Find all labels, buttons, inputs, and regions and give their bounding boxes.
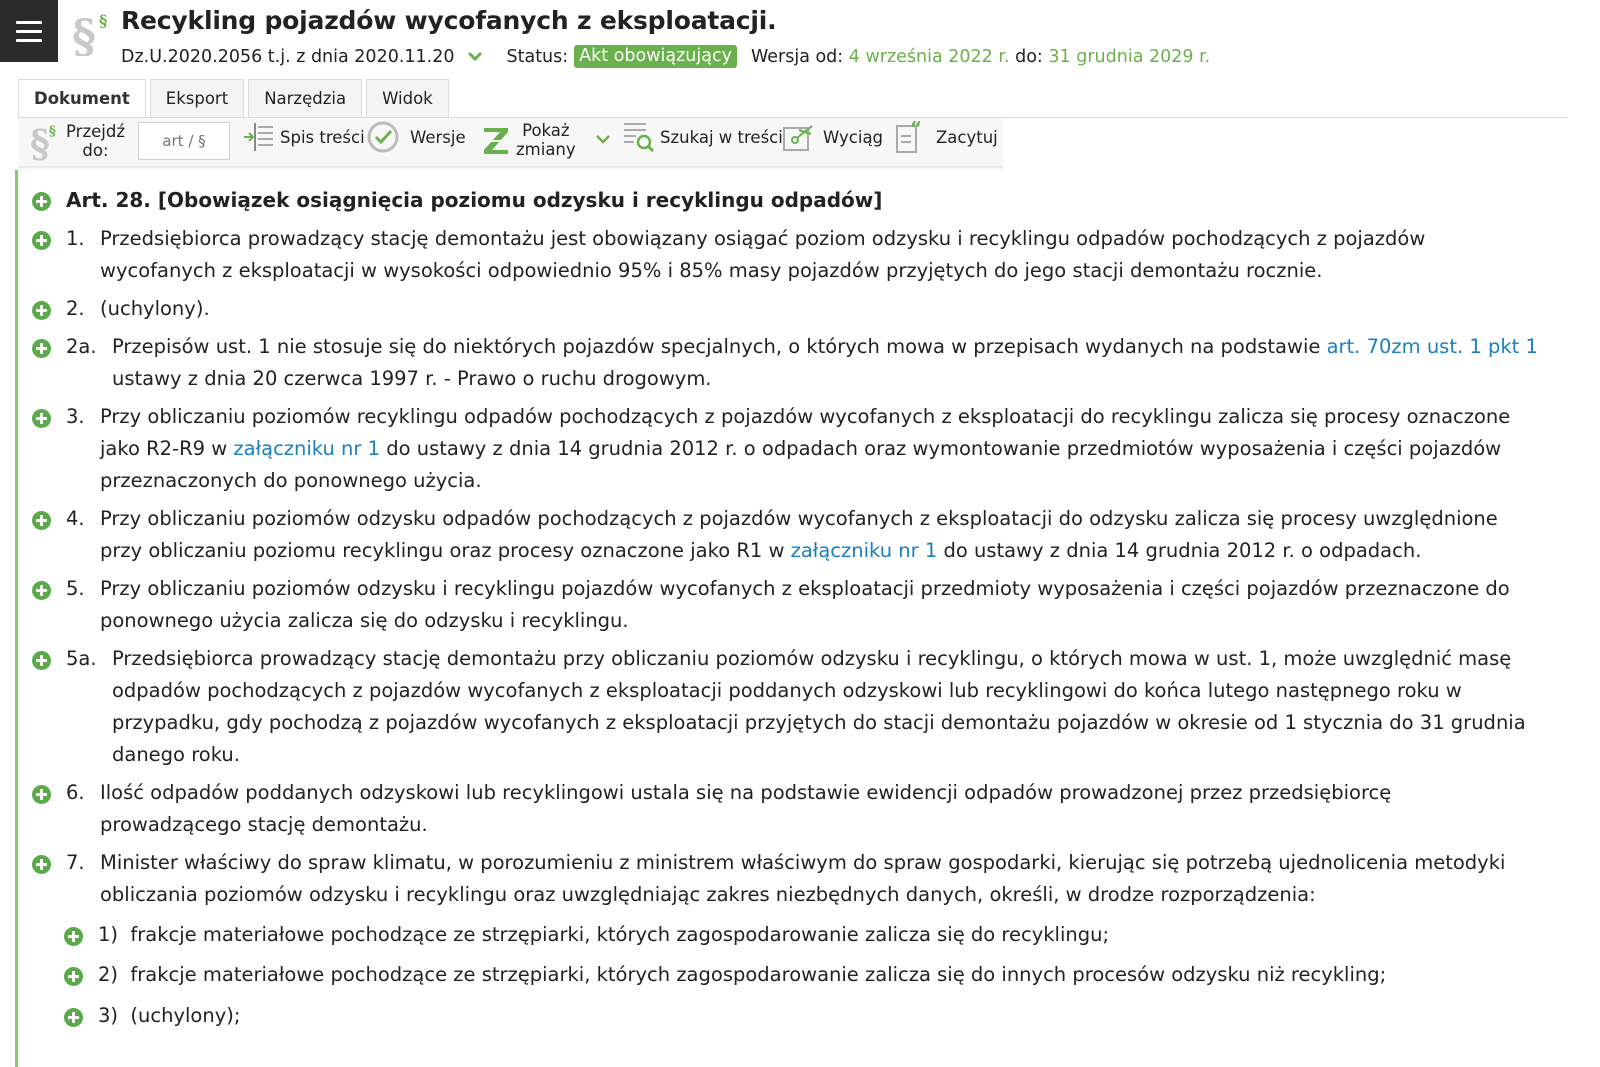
menu-line (16, 30, 42, 33)
paragraph-number: 5. (66, 577, 85, 600)
version-to-date[interactable]: 31 grudnia 2029 r. (1048, 46, 1211, 67)
svg-text:§: § (30, 121, 50, 161)
svg-text:§: § (99, 11, 108, 30)
paragraph-text (100, 401, 1510, 497)
search-in-content-button[interactable] (622, 120, 783, 154)
text-line: Przedsiębiorca prowadzący stację demontażu przy obliczaniu poziomów odzysku i recyklingu, o których mowa w ust. 1, może uwzględnić masę (112, 647, 1512, 670)
show-changes-button[interactable] (480, 121, 576, 159)
chevron-down-icon[interactable] (594, 132, 612, 146)
paragraph-text (100, 503, 1498, 567)
text-line: przypadku, gdy pochodzą z pojazdów wycofanych z eksploatacji przyjętych do stacji demontażu pojazdów w okresie od 1 stycznia do 31 grudnia (112, 711, 1526, 734)
versions-label: Wersje (410, 127, 466, 147)
paragraph-icon (30, 121, 60, 161)
search-label: Szukaj w treści (660, 127, 783, 147)
text-line: (uchylony). (100, 297, 210, 320)
document-reference: Dz.U.2020.2056 t.j. z dnia 2020.11.20 (121, 46, 455, 67)
text-segment: przy obliczaniu poziomu recyklingu oraz procesy oznaczone jako R1 w (100, 539, 791, 562)
quote-icon (894, 118, 928, 156)
expand-plus-icon[interactable] (32, 231, 51, 250)
point-item (98, 919, 1109, 951)
paragraph-number: 4. (66, 507, 85, 530)
text-line: Przy obliczaniu poziomów odzysku i recyklingu pojazdów wycofanych z eksploatacji przedmioty wyposażenia i części pojazdów przeznaczone do (100, 577, 1510, 600)
paragraph-number: 6. (66, 781, 85, 804)
point-text: frakcje materiałowe pochodzące ze strzępiarki, których zagospodarowanie zalicza się do innych procesów odzysku niż recykling; (130, 963, 1387, 986)
tab-bar (18, 79, 449, 119)
text-segment: do ustawy z dnia 14 grudnia 2012 r. o odpadach. (937, 539, 1422, 562)
article-jump-input[interactable] (138, 122, 230, 160)
paragraph-number: 2. (66, 297, 85, 320)
text-line: Przedsiębiorca prowadzący stację demontażu jest obowiązany osiągać poziom odzysku i recyklingu odpadów pochodzących z pojazdów (100, 227, 1426, 250)
content-left-border (15, 170, 18, 1067)
expand-plus-icon[interactable] (32, 511, 51, 530)
excerpt-button[interactable] (781, 120, 883, 154)
paragraph-number: 7. (66, 851, 85, 874)
annex-link[interactable]: załączniku nr 1 (233, 437, 381, 460)
text-line: przeznaczonych do ponownego użycia. (100, 469, 482, 492)
document-meta (121, 45, 1210, 68)
paragraph-text (100, 847, 1505, 911)
text-line: odpadów pochodzących z pojazdów wycofanych z eksploatacji poddanych odzyskowi lub recyklingowi do końca lutego następnego roku w (112, 679, 1462, 702)
article-heading: Art. 28. [Obowiązek osiągnięcia poziomu odzysku i recyklingu odpadów] (66, 188, 883, 212)
show-changes-label-2: zmiany (516, 140, 576, 159)
status-label: Status: (506, 46, 569, 67)
svg-text:§: § (72, 9, 97, 56)
tab-dokument[interactable]: Dokument (18, 79, 146, 119)
search-text-icon (622, 120, 656, 154)
quote-label: Zacytuj (936, 127, 998, 147)
text-line: danego roku. (112, 743, 240, 766)
excerpt-label: Wyciąg (823, 127, 884, 147)
quote-button[interactable] (894, 118, 998, 156)
menu-line (16, 39, 42, 42)
expand-plus-icon[interactable] (32, 192, 51, 211)
expand-plus-icon[interactable] (32, 581, 51, 600)
paragraph-text (100, 777, 1391, 841)
text-segment: do ustawy z dnia 14 grudnia 2012 r. o odpadach oraz wymontowanie przedmiotów wyposażenia i części pojazdów (380, 437, 1502, 460)
versions-check-icon (366, 120, 400, 154)
point-item (98, 959, 1386, 991)
menu-line (16, 21, 42, 24)
text-segment: Przepisów ust. 1 nie stosuje się do niektórych pojazdów specjalnych, o których mowa w przepisach wydanych na podstawie (112, 335, 1327, 358)
expand-plus-icon[interactable] (32, 785, 51, 804)
paragraph-text (100, 223, 1425, 287)
paragraph-text (100, 573, 1510, 637)
table-of-contents-icon (242, 120, 276, 154)
document-title: Recykling pojazdów wycofanych z eksploatacji. (121, 6, 777, 35)
text-line: ustawy z dnia 20 czerwca 1997 r. - Prawo o ruchu drogowym. (112, 367, 712, 390)
text-line: Przy obliczaniu poziomów odzysku odpadów pochodzących z pojazdów wycofanych z eksploatacji do odzysku zalicza się procesy uwzględnione (100, 507, 1498, 530)
paragraph-logo-icon (72, 8, 114, 56)
expand-plus-icon[interactable] (32, 339, 51, 358)
version-to-label: do: (1015, 46, 1043, 67)
text-line: wycofanych z eksploatacji w wysokości odpowiednio 95% i 85% masy pojazdów przyjętych do jego stacji demontażu rocznie. (100, 259, 1323, 282)
text-line: Ilość odpadów poddanych odzyskowi lub recyklingowi ustala się na podstawie ewidencji odpadów prowadzonej przez przedsiębiorcę (100, 781, 1392, 804)
text-line: Przy obliczaniu poziomów recyklingu odpadów pochodzących z pojazdów wycofanych z eksploatacji do recyklingu zalicza się procesy oznaczone (100, 405, 1511, 428)
point-number: 1) (98, 923, 119, 946)
expand-plus-icon[interactable] (64, 927, 83, 946)
version-from-label: Wersja od: (750, 46, 844, 67)
changes-z-icon (480, 122, 512, 158)
toolbar-shadow (18, 166, 1003, 170)
expand-plus-icon[interactable] (64, 1008, 83, 1027)
text-segment: jako R2-R9 w (100, 437, 234, 460)
text-line: Minister właściwy do spraw klimatu, w porozumieniu z ministrem właściwym do spraw gospodarki, kierując się potrzebą ujednolicenia metodyki (100, 851, 1506, 874)
show-changes-label: Pokaż (522, 121, 570, 140)
goto-button[interactable] (30, 121, 125, 161)
point-number: 2) (98, 963, 119, 986)
text-line: ponownego użycia zalicza się do odzysku i recyklingu. (100, 609, 629, 632)
tab-widok[interactable]: Widok (366, 79, 449, 117)
paragraph-number: 2a. (66, 335, 97, 358)
chevron-down-icon[interactable] (461, 47, 487, 67)
point-item (98, 1000, 240, 1032)
status-badge: Akt obowiązujący (574, 45, 737, 68)
expand-plus-icon[interactable] (32, 855, 51, 874)
paragraph-number: 5a. (66, 647, 97, 670)
point-number: 3) (98, 1004, 119, 1027)
hamburger-menu-button[interactable] (0, 0, 58, 62)
paragraph-text (112, 331, 1538, 395)
paragraph-text (112, 643, 1526, 771)
svg-text:“: “ (910, 118, 922, 139)
text-line: obliczania poziomów odzysku i recyklingu oraz uwzględniając zakres niezbędnych danych, określi, w drodze rozporządzenia: (100, 883, 1316, 906)
text-line: prowadzącego stację demontażu. (100, 813, 428, 836)
goto-label: Przejdź (66, 122, 125, 141)
expand-plus-icon[interactable] (32, 301, 51, 320)
toc-label: Spis treści (280, 127, 365, 147)
expand-plus-icon[interactable] (64, 967, 83, 986)
point-text: (uchylony); (130, 1004, 241, 1027)
svg-text:§: § (49, 124, 56, 139)
annex-link[interactable]: załączniku nr 1 (790, 539, 938, 562)
paragraph-number: 1. (66, 227, 85, 250)
scissors-excerpt-icon (781, 120, 815, 154)
toc-button[interactable] (242, 120, 365, 154)
point-text: frakcje materiałowe pochodzące ze strzępiarki, których zagospodarowanie zalicza się do recyklingu; (130, 923, 1110, 946)
expand-plus-icon[interactable] (32, 409, 51, 428)
paragraph-number: 3. (66, 405, 85, 428)
expand-plus-icon[interactable] (32, 651, 51, 670)
paragraph-text (100, 293, 210, 325)
legal-reference-link[interactable]: art. 70zm ust. 1 pkt 1 (1326, 335, 1538, 358)
tab-eksport[interactable]: Eksport (150, 79, 244, 117)
goto-label-2: do: (82, 141, 109, 160)
version-from-date[interactable]: 4 września 2022 r. (848, 46, 1010, 67)
versions-button[interactable] (366, 120, 466, 154)
tab-narzedzia[interactable]: Narzędzia (248, 79, 362, 117)
